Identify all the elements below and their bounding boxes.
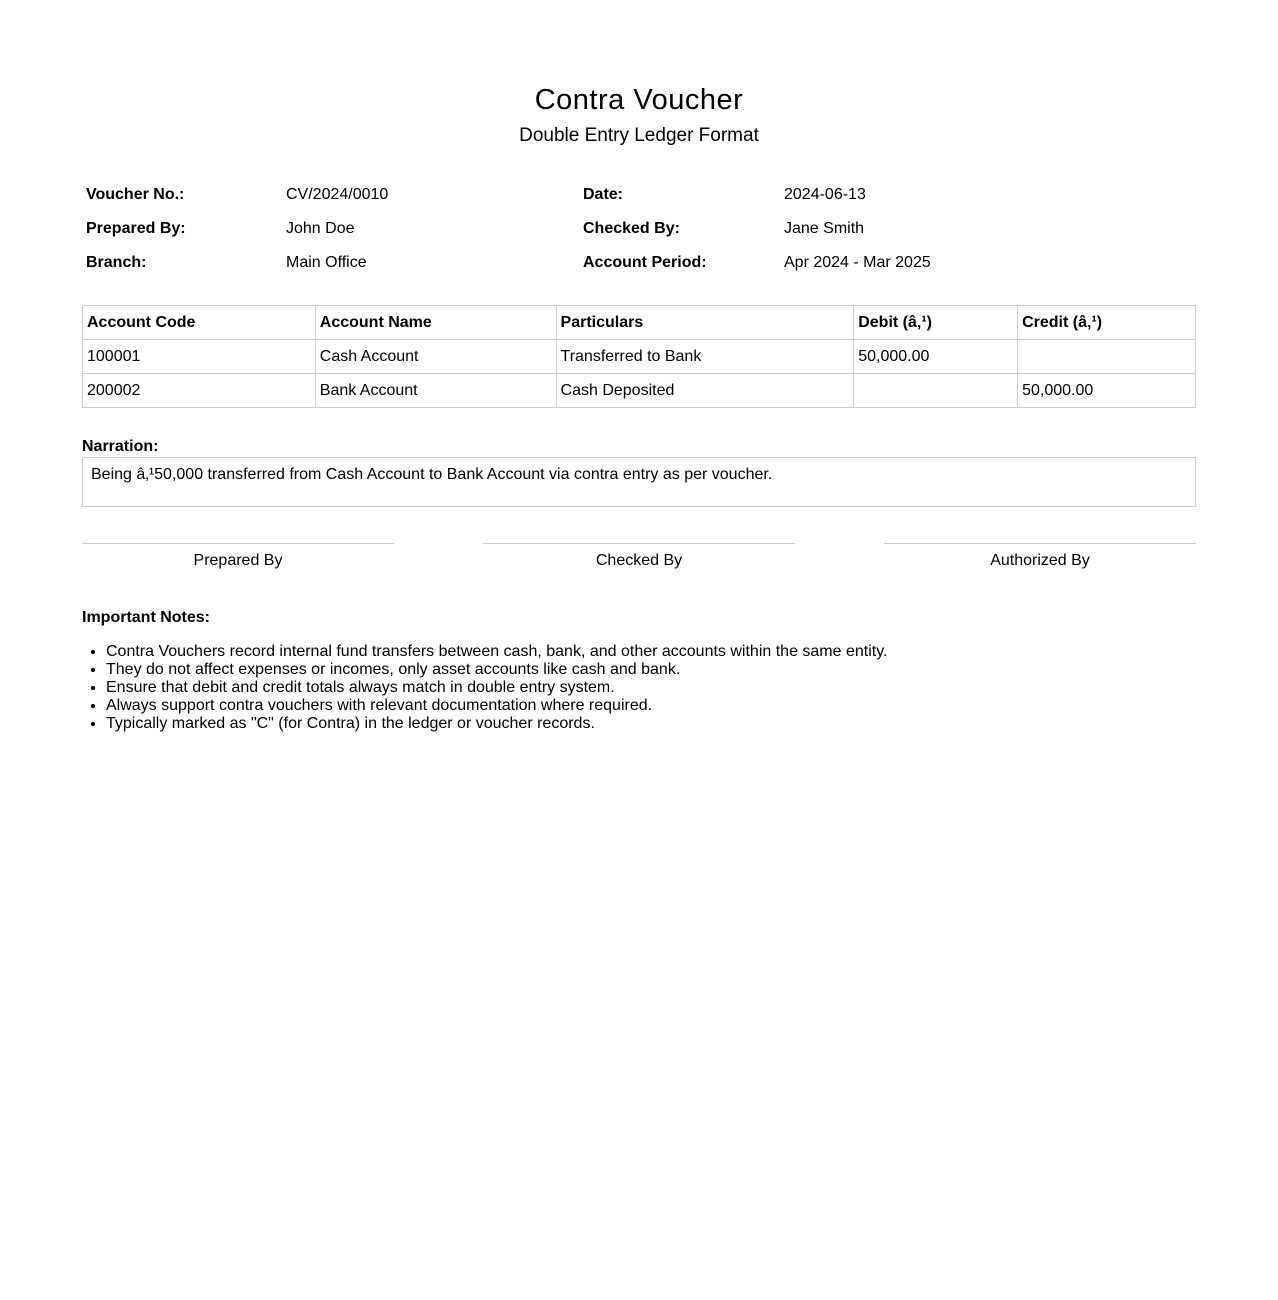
cell-debit: 50,000.00 [854, 340, 1018, 374]
cell-account-code: 100001 [83, 340, 316, 374]
meta-value-date: 2024-06-13 [784, 186, 866, 203]
signature-prepared-by: Prepared By [82, 543, 394, 571]
table-row [83, 374, 1196, 408]
list-item: • Ensure that debit and credit totals always match in double entry system. [106, 679, 1196, 697]
meta-row [82, 212, 1196, 246]
signature-authorized-by: Authorized By [884, 543, 1196, 571]
cell-account-name: Bank Account [315, 374, 556, 408]
cell-debit [854, 374, 1018, 408]
ledger-header-row [83, 306, 1196, 340]
column-header-particulars: Particulars [556, 306, 854, 340]
narration-label: Narration: [82, 438, 159, 455]
ledger-table [82, 305, 1196, 408]
meta-label-prepared-by: Prepared By: [86, 220, 186, 237]
meta-row [82, 246, 1196, 280]
meta-value-checked-by: Jane Smith [784, 220, 865, 237]
page-title: Contra Voucher [534, 84, 744, 116]
list-item: • Contra Vouchers record internal fund transfers between cash, bank, and other accounts within the same entity. [106, 643, 1196, 661]
column-header-debit: Debit (â‚¹) [854, 306, 1018, 340]
column-header-account-name: Account Name [315, 306, 556, 340]
cell-account-code: 200002 [83, 374, 316, 408]
cell-account-name: Cash Account [315, 340, 556, 374]
notes-title: Important Notes: [82, 609, 210, 626]
meta-label-date: Date: [583, 186, 624, 203]
page-subtitle: Double Entry Ledger Format [519, 125, 759, 146]
cell-credit [1018, 340, 1196, 374]
column-header-credit: Credit (â‚¹) [1018, 306, 1196, 340]
cell-particulars: Transferred to Bank [556, 340, 854, 374]
meta-value-branch: Main Office [286, 254, 367, 271]
narration-text: Being â‚¹50,000 transferred from Cash Account to Bank Account via contra entry as per voucher. [82, 457, 1196, 507]
meta-value-account-period: Apr 2024 - Mar 2025 [784, 254, 931, 271]
meta-value-prepared-by: John Doe [286, 220, 355, 237]
meta-label-branch: Branch: [86, 254, 147, 271]
signature-checked-by: Checked By [483, 543, 795, 571]
meta-label-voucher-no: Voucher No.: [86, 186, 185, 203]
cell-particulars: Cash Deposited [556, 374, 854, 408]
meta-label-account-period: Account Period: [583, 254, 707, 271]
meta-row [82, 178, 1196, 212]
meta-value-voucher-no: CV/2024/0010 [286, 186, 389, 203]
table-row [83, 340, 1196, 374]
list-item: • They do not affect expenses or incomes, only asset accounts like cash and bank. [106, 661, 1196, 679]
notes-list [82, 643, 1196, 733]
list-item: • Typically marked as "C" (for Contra) in the ledger or voucher records. [106, 715, 1196, 733]
column-header-account-code: Account Code [83, 306, 316, 340]
list-item: • Always support contra vouchers with relevant documentation where required. [106, 697, 1196, 715]
cell-credit: 50,000.00 [1018, 374, 1196, 408]
meta-label-checked-by: Checked By: [583, 220, 680, 237]
